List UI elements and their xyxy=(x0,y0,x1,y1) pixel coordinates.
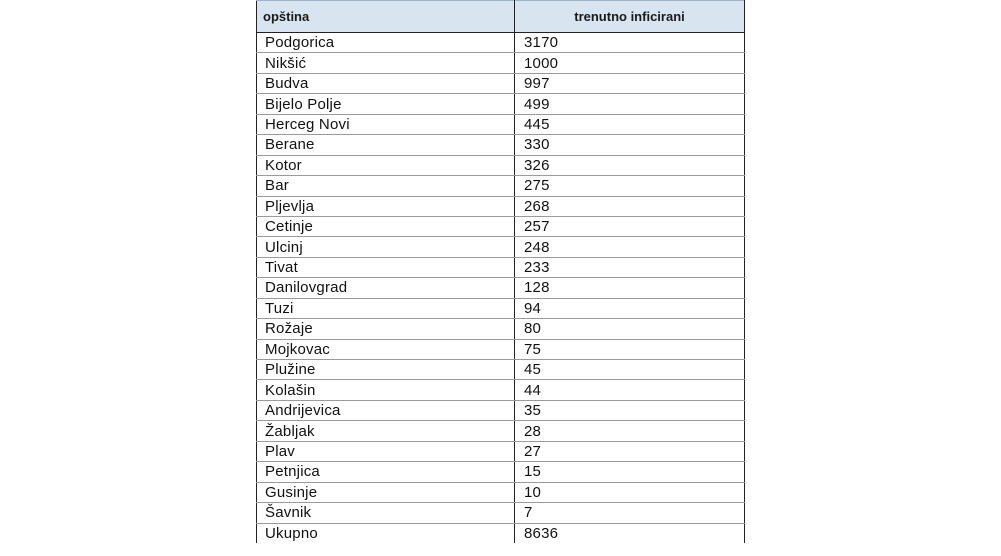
table-row xyxy=(257,380,745,400)
municipality-cell: Nikšić xyxy=(257,53,515,73)
table-row xyxy=(257,257,745,277)
infected-count-cell: 75 xyxy=(515,339,745,359)
infected-count-cell: 8636 xyxy=(515,523,745,543)
municipality-cell: Pljevlja xyxy=(257,196,515,216)
table-row xyxy=(257,319,745,339)
table-row xyxy=(257,73,745,93)
table-row xyxy=(257,114,745,134)
municipality-cell: Ulcinj xyxy=(257,237,515,257)
municipality-cell: Tuzi xyxy=(257,298,515,318)
table-row xyxy=(257,462,745,482)
municipality-cell: Andrijevica xyxy=(257,400,515,420)
infected-count-cell: 94 xyxy=(515,298,745,318)
table-row xyxy=(257,33,745,53)
municipality-cell: Budva xyxy=(257,73,515,93)
municipality-cell: Ukupno xyxy=(257,523,515,543)
municipality-cell: Rožaje xyxy=(257,319,515,339)
infected-count-cell: 275 xyxy=(515,176,745,196)
infected-count-cell: 248 xyxy=(515,237,745,257)
table-row xyxy=(257,503,745,523)
municipality-cell: Kolašin xyxy=(257,380,515,400)
infected-count-cell: 257 xyxy=(515,216,745,236)
table-row xyxy=(257,339,745,359)
infected-count-cell: 128 xyxy=(515,278,745,298)
table-row xyxy=(257,400,745,420)
infected-count-cell: 45 xyxy=(515,360,745,380)
municipality-cell: Kotor xyxy=(257,155,515,175)
municipality-cell: Herceg Novi xyxy=(257,114,515,134)
municipality-cell: Cetinje xyxy=(257,216,515,236)
table-row xyxy=(257,216,745,236)
infected-count-cell: 27 xyxy=(515,441,745,461)
table-row xyxy=(257,155,745,175)
infected-count-cell: 44 xyxy=(515,380,745,400)
header-infected: trenutno inficirani xyxy=(515,1,745,33)
table-row xyxy=(257,421,745,441)
infected-count-cell: 80 xyxy=(515,319,745,339)
municipality-cell: Berane xyxy=(257,135,515,155)
infected-count-cell: 1000 xyxy=(515,53,745,73)
infected-count-cell: 326 xyxy=(515,155,745,175)
table-row xyxy=(257,196,745,216)
infected-count-cell: 3170 xyxy=(515,33,745,53)
infection-table xyxy=(256,0,745,543)
municipality-cell: Plav xyxy=(257,441,515,461)
municipality-cell: Mojkovac xyxy=(257,339,515,359)
infected-count-cell: 15 xyxy=(515,462,745,482)
infected-count-cell: 330 xyxy=(515,135,745,155)
municipality-cell: Bar xyxy=(257,176,515,196)
municipality-cell: Šavnik xyxy=(257,503,515,523)
municipality-cell: Tivat xyxy=(257,257,515,277)
table-row xyxy=(257,441,745,461)
municipality-cell: Bijelo Polje xyxy=(257,94,515,114)
table-header-row xyxy=(257,1,745,33)
municipality-cell: Danilovgrad xyxy=(257,278,515,298)
infected-count-cell: 268 xyxy=(515,196,745,216)
infected-count-cell: 35 xyxy=(515,400,745,420)
infected-count-cell: 28 xyxy=(515,421,745,441)
municipality-cell: Žabljak xyxy=(257,421,515,441)
infected-count-cell: 7 xyxy=(515,503,745,523)
total-row xyxy=(257,523,745,543)
infected-count-cell: 499 xyxy=(515,94,745,114)
table-row xyxy=(257,176,745,196)
infected-count-cell: 997 xyxy=(515,73,745,93)
table-row xyxy=(257,135,745,155)
table-row xyxy=(257,298,745,318)
infected-count-cell: 233 xyxy=(515,257,745,277)
table-row xyxy=(257,360,745,380)
infection-table-container xyxy=(256,0,744,543)
table-row xyxy=(257,53,745,73)
table-row xyxy=(257,237,745,257)
table-row xyxy=(257,278,745,298)
infected-count-cell: 445 xyxy=(515,114,745,134)
header-municipality: opština xyxy=(257,1,515,33)
municipality-cell: Petnjica xyxy=(257,462,515,482)
municipality-cell: Plužine xyxy=(257,360,515,380)
municipality-cell: Gusinje xyxy=(257,482,515,502)
table-row xyxy=(257,482,745,502)
municipality-cell: Podgorica xyxy=(257,33,515,53)
table-body xyxy=(257,33,745,543)
infected-count-cell: 10 xyxy=(515,482,745,502)
table-row xyxy=(257,94,745,114)
